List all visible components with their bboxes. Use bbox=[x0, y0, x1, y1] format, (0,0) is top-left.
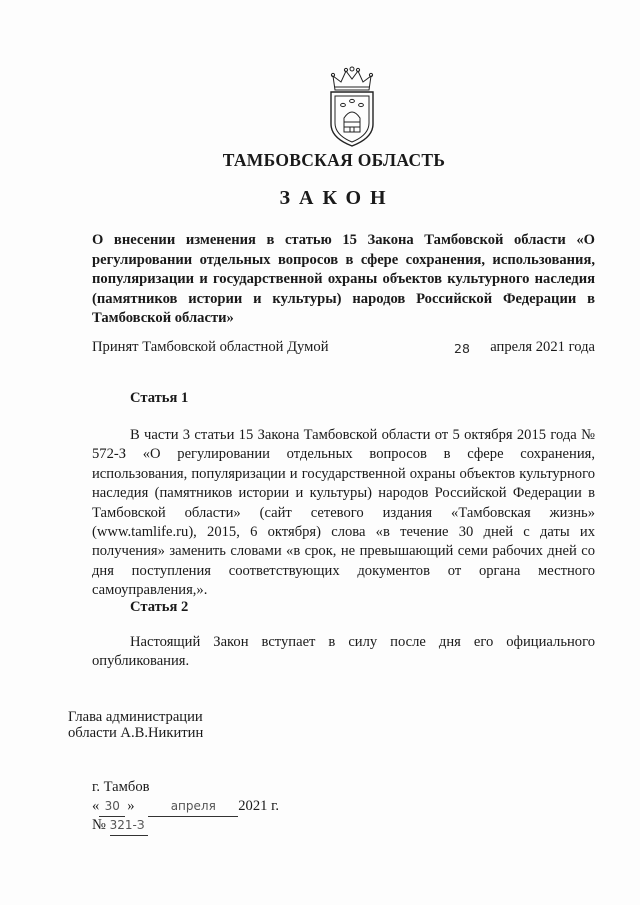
quote-close: » bbox=[127, 798, 135, 814]
signer-name: области А.В.Никитин bbox=[68, 725, 204, 741]
document-type: ЗАКОН bbox=[279, 187, 395, 209]
region-name: ТАМБОВСКАЯ ОБЛАСТЬ bbox=[222, 150, 446, 170]
adopted-by: Принят Тамбовской областной Думой bbox=[92, 339, 329, 355]
article-1-heading: Статья 1 bbox=[130, 390, 189, 406]
adoption-date: апреля 2021 года bbox=[490, 339, 595, 355]
article-2-text: Настоящий Закон вступает в силу после дня его официального опубликования. bbox=[92, 634, 595, 670]
number-label: № bbox=[92, 817, 106, 833]
signing-day: 30 bbox=[104, 799, 120, 813]
quote-open: « bbox=[92, 798, 100, 814]
signer-position: Глава администрации bbox=[68, 709, 203, 725]
signing-details bbox=[92, 778, 279, 835]
law-title: О внесении изменения в статью 15 Закона Тамбовской области «О регулировании отдельных вопросов в сфере сохранения, использования, популяризации и государственной охраны объектов культурного наследия (памятников истории и культуры) народов Российской Федерации в Тамбовской области» bbox=[92, 232, 595, 326]
signing-month: апреля bbox=[170, 799, 216, 813]
signature-block bbox=[68, 709, 203, 741]
article-1-text: В части 3 статьи 15 Закона Тамбовской области от 5 октября 2015 года № 572-З «О регулировании отдельных вопросов в сфере сохранения, использования, популяризации и государственной охраны объектов культурного наследия (памятников истории и культуры) народов Российской Федерации в Тамбовской области» (сайт сетевого издания «Тамбовская жизнь» (www.tamlife.ru), 2015, 6 октября) слова «в течение 30 дней с даты их получения» заменить словами «в срок, не превышающий семи рабочих дней со дня поступления соответствующих документов от органа местного самоуправления,». bbox=[92, 427, 595, 599]
tambov-coat-of-arms-icon bbox=[323, 66, 381, 148]
article-2-heading: Статья 2 bbox=[130, 599, 189, 615]
signing-year: 2021 г. bbox=[238, 798, 280, 814]
law-number: 321-З bbox=[109, 818, 145, 832]
adoption-day: 28 bbox=[454, 341, 470, 356]
law-number-line bbox=[92, 816, 279, 835]
signing-city: г. Тамбов bbox=[92, 779, 150, 795]
signing-date bbox=[92, 797, 279, 816]
